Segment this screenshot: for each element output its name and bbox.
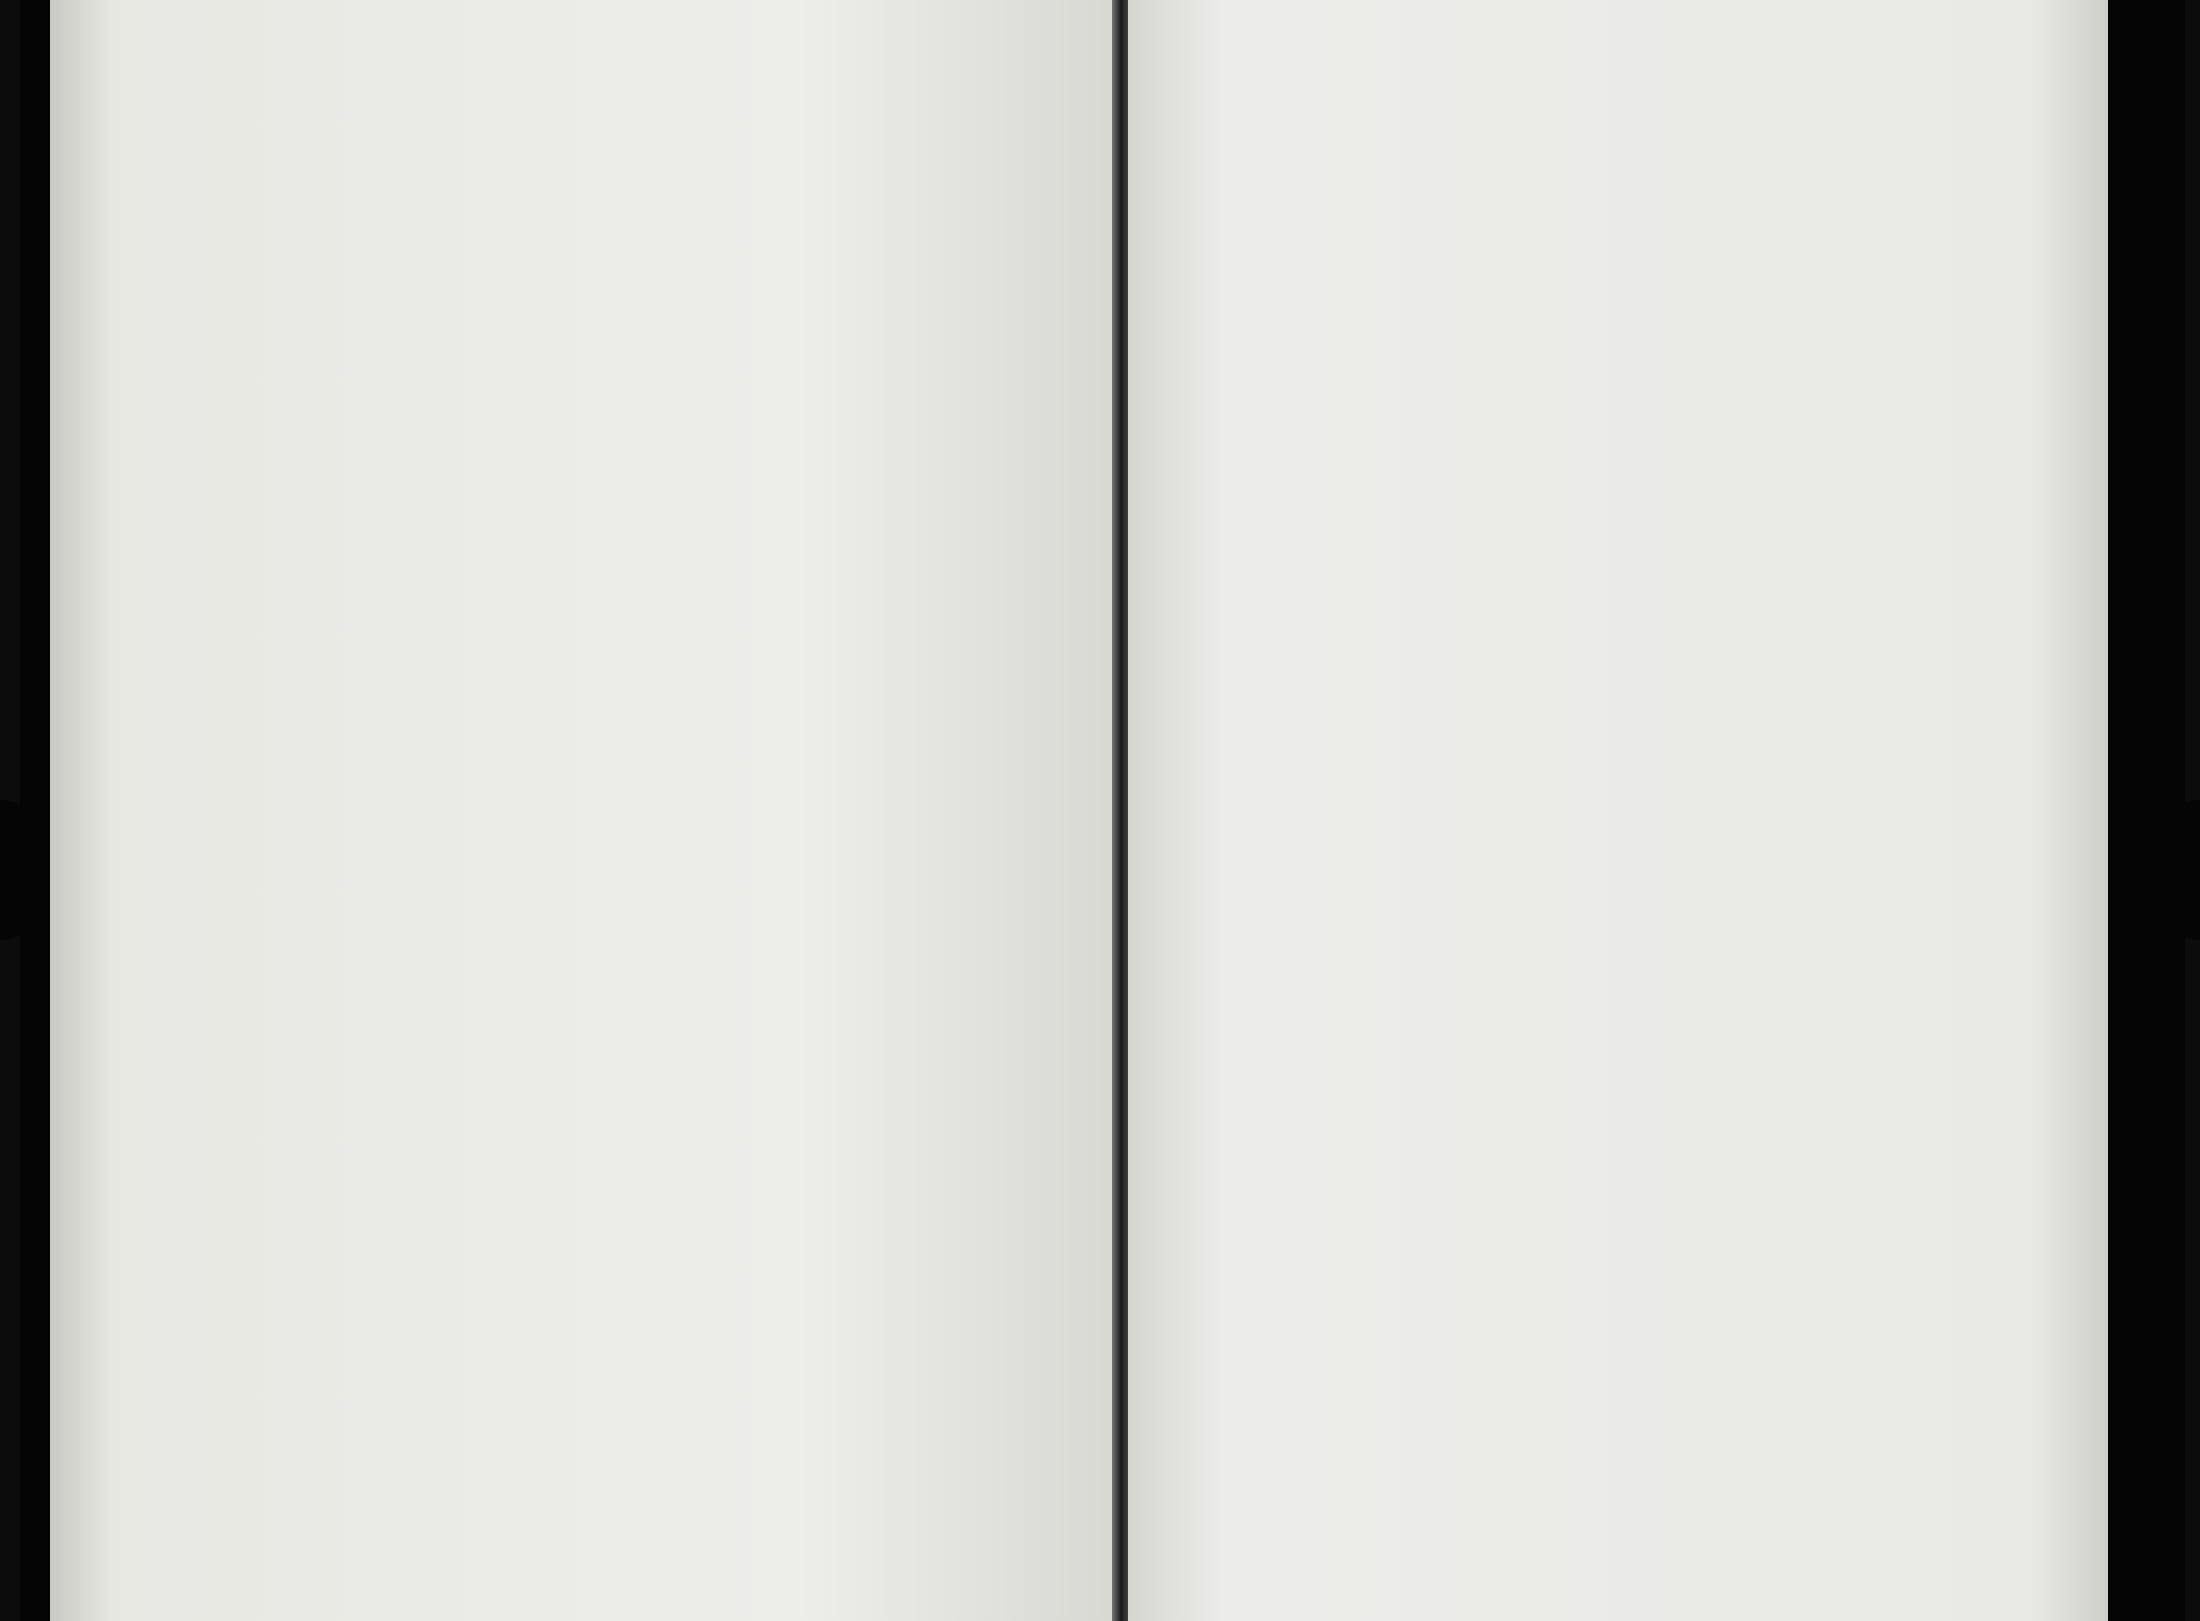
- right-ledger-grid: [1128, 0, 2108, 1621]
- left-ledger-grid: [50, 0, 1120, 1621]
- binding-clip-left: [0, 800, 40, 940]
- binding-clip-right: [2160, 800, 2200, 940]
- left-page: [50, 0, 1120, 1621]
- right-page: [1128, 0, 2108, 1621]
